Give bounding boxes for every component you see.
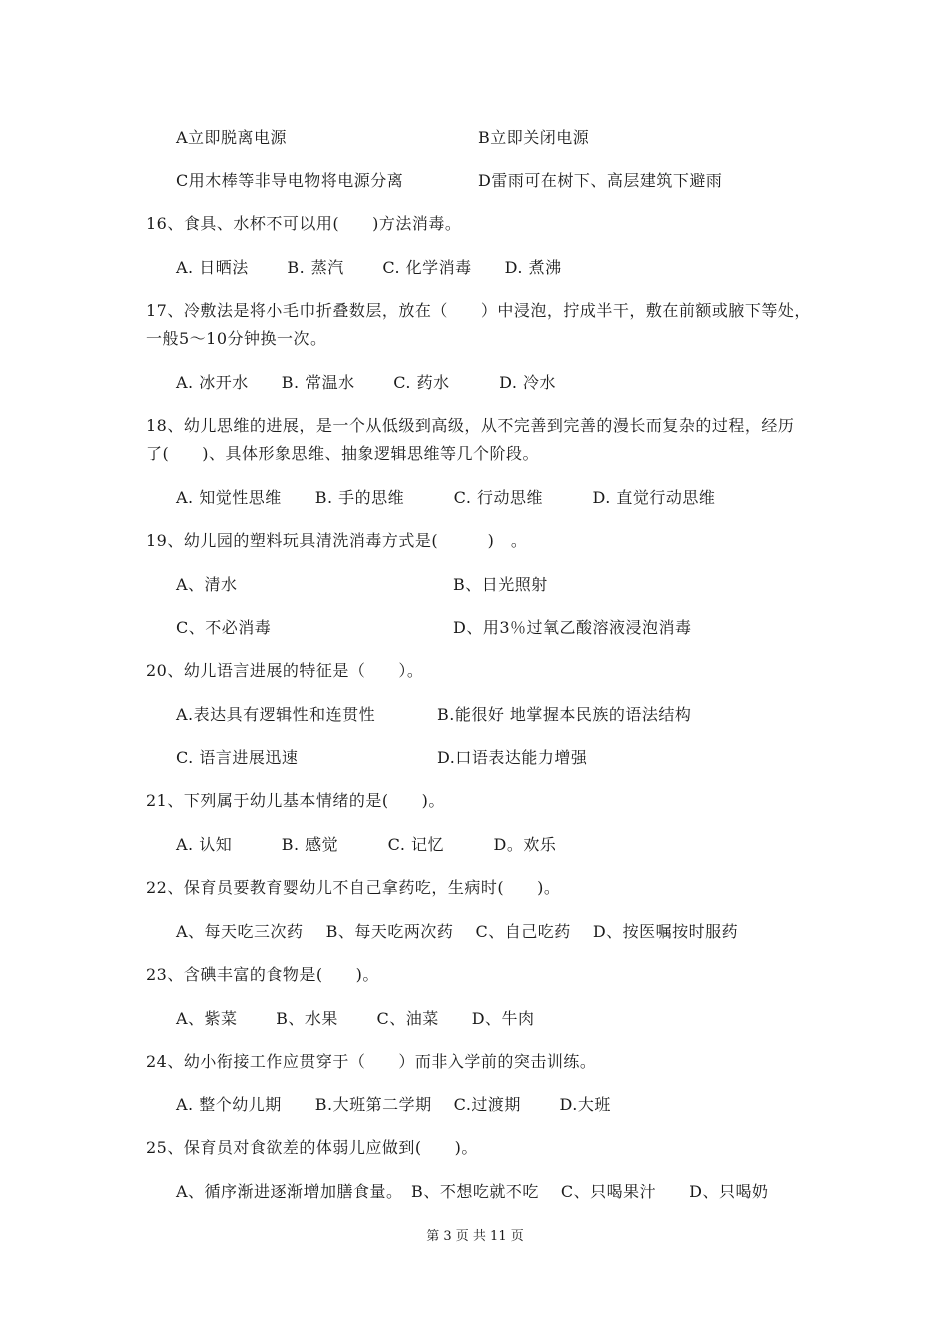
q21-question: 21、下列属于幼儿基本情绪的是( )。: [146, 791, 445, 810]
q19-option-b: B、日光照射: [453, 575, 548, 594]
q24-question: 24、幼小衔接工作应贯穿于（ ）而非入学前的突击训练。: [146, 1052, 597, 1071]
q18-question-line1: 18、幼儿思维的进展，是一个从低级到高级，从不完善到完善的漫长而复杂的过程，经历: [146, 416, 795, 435]
q15-option-b: B立即关闭电源: [478, 128, 590, 147]
q19-option-c: C、不必消毒: [176, 618, 272, 637]
q19-question: 19、幼儿园的塑料玩具清洗消毒方式是( ) 。: [146, 531, 528, 550]
q20-question: 20、幼儿语言进展的特征是（ ）。: [146, 661, 424, 680]
page-footer: 第 3 页 共 11 页: [426, 1229, 524, 1244]
q18-question-line2: 了( )、具体形象思维、抽象逻辑思维等几个阶段。: [146, 444, 539, 463]
q23-options: A、紫菜 B、水果 C、油菜 D、牛肉: [176, 1009, 535, 1028]
q20-option-d: D.口语表达能力增强: [437, 748, 588, 767]
q19-option-a: A、清水: [176, 575, 238, 594]
q15-option-d: D雷雨可在树下、高层建筑下避雨: [478, 171, 723, 190]
q22-options: A、每天吃三次药 B、每天吃两次药 C、自己吃药 D、按医嘱按时服药: [176, 922, 739, 941]
q16-question: 16、食具、水杯不可以用( )方法消毒。: [146, 214, 462, 233]
q17-question-line2: 一般5～10分钟换一次。: [146, 329, 327, 348]
q20-option-c: C. 语言进展迅速: [176, 748, 299, 767]
q15-option-c: C用木棒等非导电物将电源分离: [176, 171, 404, 190]
q17-question-line1: 17、冷敷法是将小毛巾折叠数层，放在（ ）中浸泡，拧成半干，敷在前额或腋下等处，: [146, 301, 811, 320]
q21-options: A. 认知 B. 感觉 C. 记忆 D。欢乐: [176, 835, 557, 854]
q15-option-a: A立即脱离电源: [176, 128, 288, 147]
q24-options: A. 整个幼儿期 B.大班第二学期 C.过渡期 D.大班: [176, 1095, 611, 1114]
q18-options: A. 知觉性思维 B. 手的思维 C. 行动思维 D. 直觉行动思维: [176, 488, 716, 507]
q22-question: 22、保育员要教育婴幼儿不自己拿药吃，生病时( )。: [146, 878, 561, 897]
q16-options: A. 日晒法 B. 蒸汽 C. 化学消毒 D. 煮沸: [176, 258, 562, 277]
q25-options: A、循序渐进逐渐增加膳食量。 B、不想吃就不吃 C、只喝果汁 D、只喝奶: [176, 1182, 769, 1201]
q20-option-b: B.能很好 地掌握本民族的语法结构: [437, 705, 692, 724]
q25-question: 25、保育员对食欲差的体弱儿应做到( )。: [146, 1138, 478, 1157]
q19-option-d: D、用3％过氧乙酸溶液浸泡消毒: [453, 618, 692, 637]
q17-options: A. 冰开水 B. 常温水 C. 药水 D. 冷水: [176, 373, 557, 392]
q20-option-a: A.表达具有逻辑性和连贯性: [176, 705, 376, 724]
q23-question: 23、含碘丰富的食物是( )。: [146, 965, 379, 984]
